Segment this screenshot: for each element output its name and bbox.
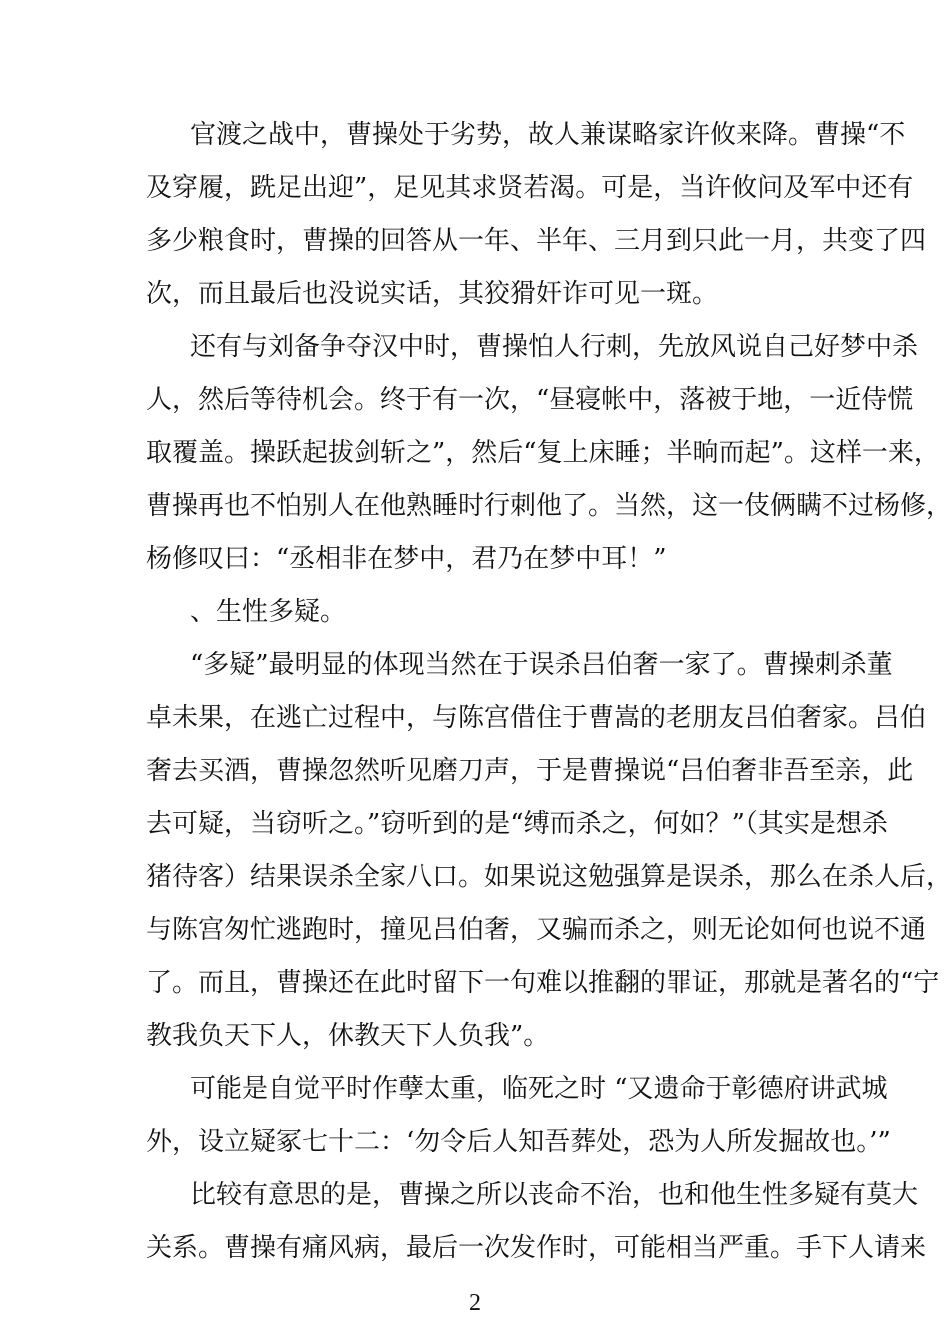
text-line: 次，而且最后也没说实话，其狡猾奸诈可见一斑。 xyxy=(146,279,719,309)
text-line: 与陈宫匆忙逃跑时，撞见吕伯奢，又骗而杀之，则无论如何也说不通 xyxy=(146,915,927,945)
text-line: 杨修叹曰：“丞相非在梦中，君乃在梦中耳！” xyxy=(146,544,667,574)
text-line: 比较有意思的是，曹操之所以丧命不治，也和他生性多疑有莫大 xyxy=(190,1180,919,1210)
text-line: 了。而且，曹操还在此时留下一句难以推翻的罪证，那就是著名的“宁 xyxy=(146,968,940,998)
text-line: 外，设立疑冢七十二：‘勿令后人知吾葬处，恐为人所发掘故也。’” xyxy=(146,1127,891,1157)
text-line: 关系。曹操有痛风病，最后一次发作时，可能相当严重。手下人请来 xyxy=(146,1233,927,1263)
text-line: 及穿履，跣足出迎”，足见其求贤若渴。可是，当许攸问及军中还有 xyxy=(146,173,914,203)
text-line: 还有与刘备争夺汉中时，曹操怕人行刺，先放风说自己好梦中杀 xyxy=(190,332,919,362)
text-line: 去可疑，当窃听之。”窃听到的是“缚而杀之，何如？”（其实是想杀 xyxy=(146,809,888,839)
text-line: 教我负天下人，休教天下人负我”。 xyxy=(146,1021,550,1051)
text-line: 官渡之战中，曹操处于劣势，故人兼谋略家许攸来降。曹操“不 xyxy=(190,120,906,150)
text-line: 人，然后等待机会。终于有一次，“昼寝帐中，落被于地，一近侍慌 xyxy=(146,385,914,415)
text-line: 可能是自觉平时作孽太重，临死之时 “又遗命于彰德府讲武城 xyxy=(190,1074,888,1104)
text-line: 曹操再也不怕别人在他熟睡时行刺他了。当然，这一伎俩瞒不过杨修， xyxy=(146,491,952,521)
text-line: 多少粮食时，曹操的回答从一年、半年、三月到只此一月，共变了四 xyxy=(146,226,927,256)
text-line: 猪待客）结果误杀全家八口。如果说这勉强算是误杀，那么在杀人后， xyxy=(146,862,952,892)
page-number: 2 xyxy=(469,1290,481,1316)
text-line: 奢去买酒，曹操忽然听见磨刀声，于是曹操说“吕伯奢非吾至亲，此 xyxy=(146,756,914,786)
text-line: “多疑”最明显的体现当然在于误杀吕伯奢一家了。曹操刺杀董 xyxy=(190,650,893,680)
section-heading: 、生性多疑。 xyxy=(190,597,347,627)
text-line: 取覆盖。操跃起拔剑斩之”，然后“复上床睡；半晌而起”。这样一来， xyxy=(146,438,940,468)
text-line: 卓未果，在逃亡过程中，与陈宫借住于曹嵩的老朋友吕伯奢家。吕伯 xyxy=(146,703,927,733)
